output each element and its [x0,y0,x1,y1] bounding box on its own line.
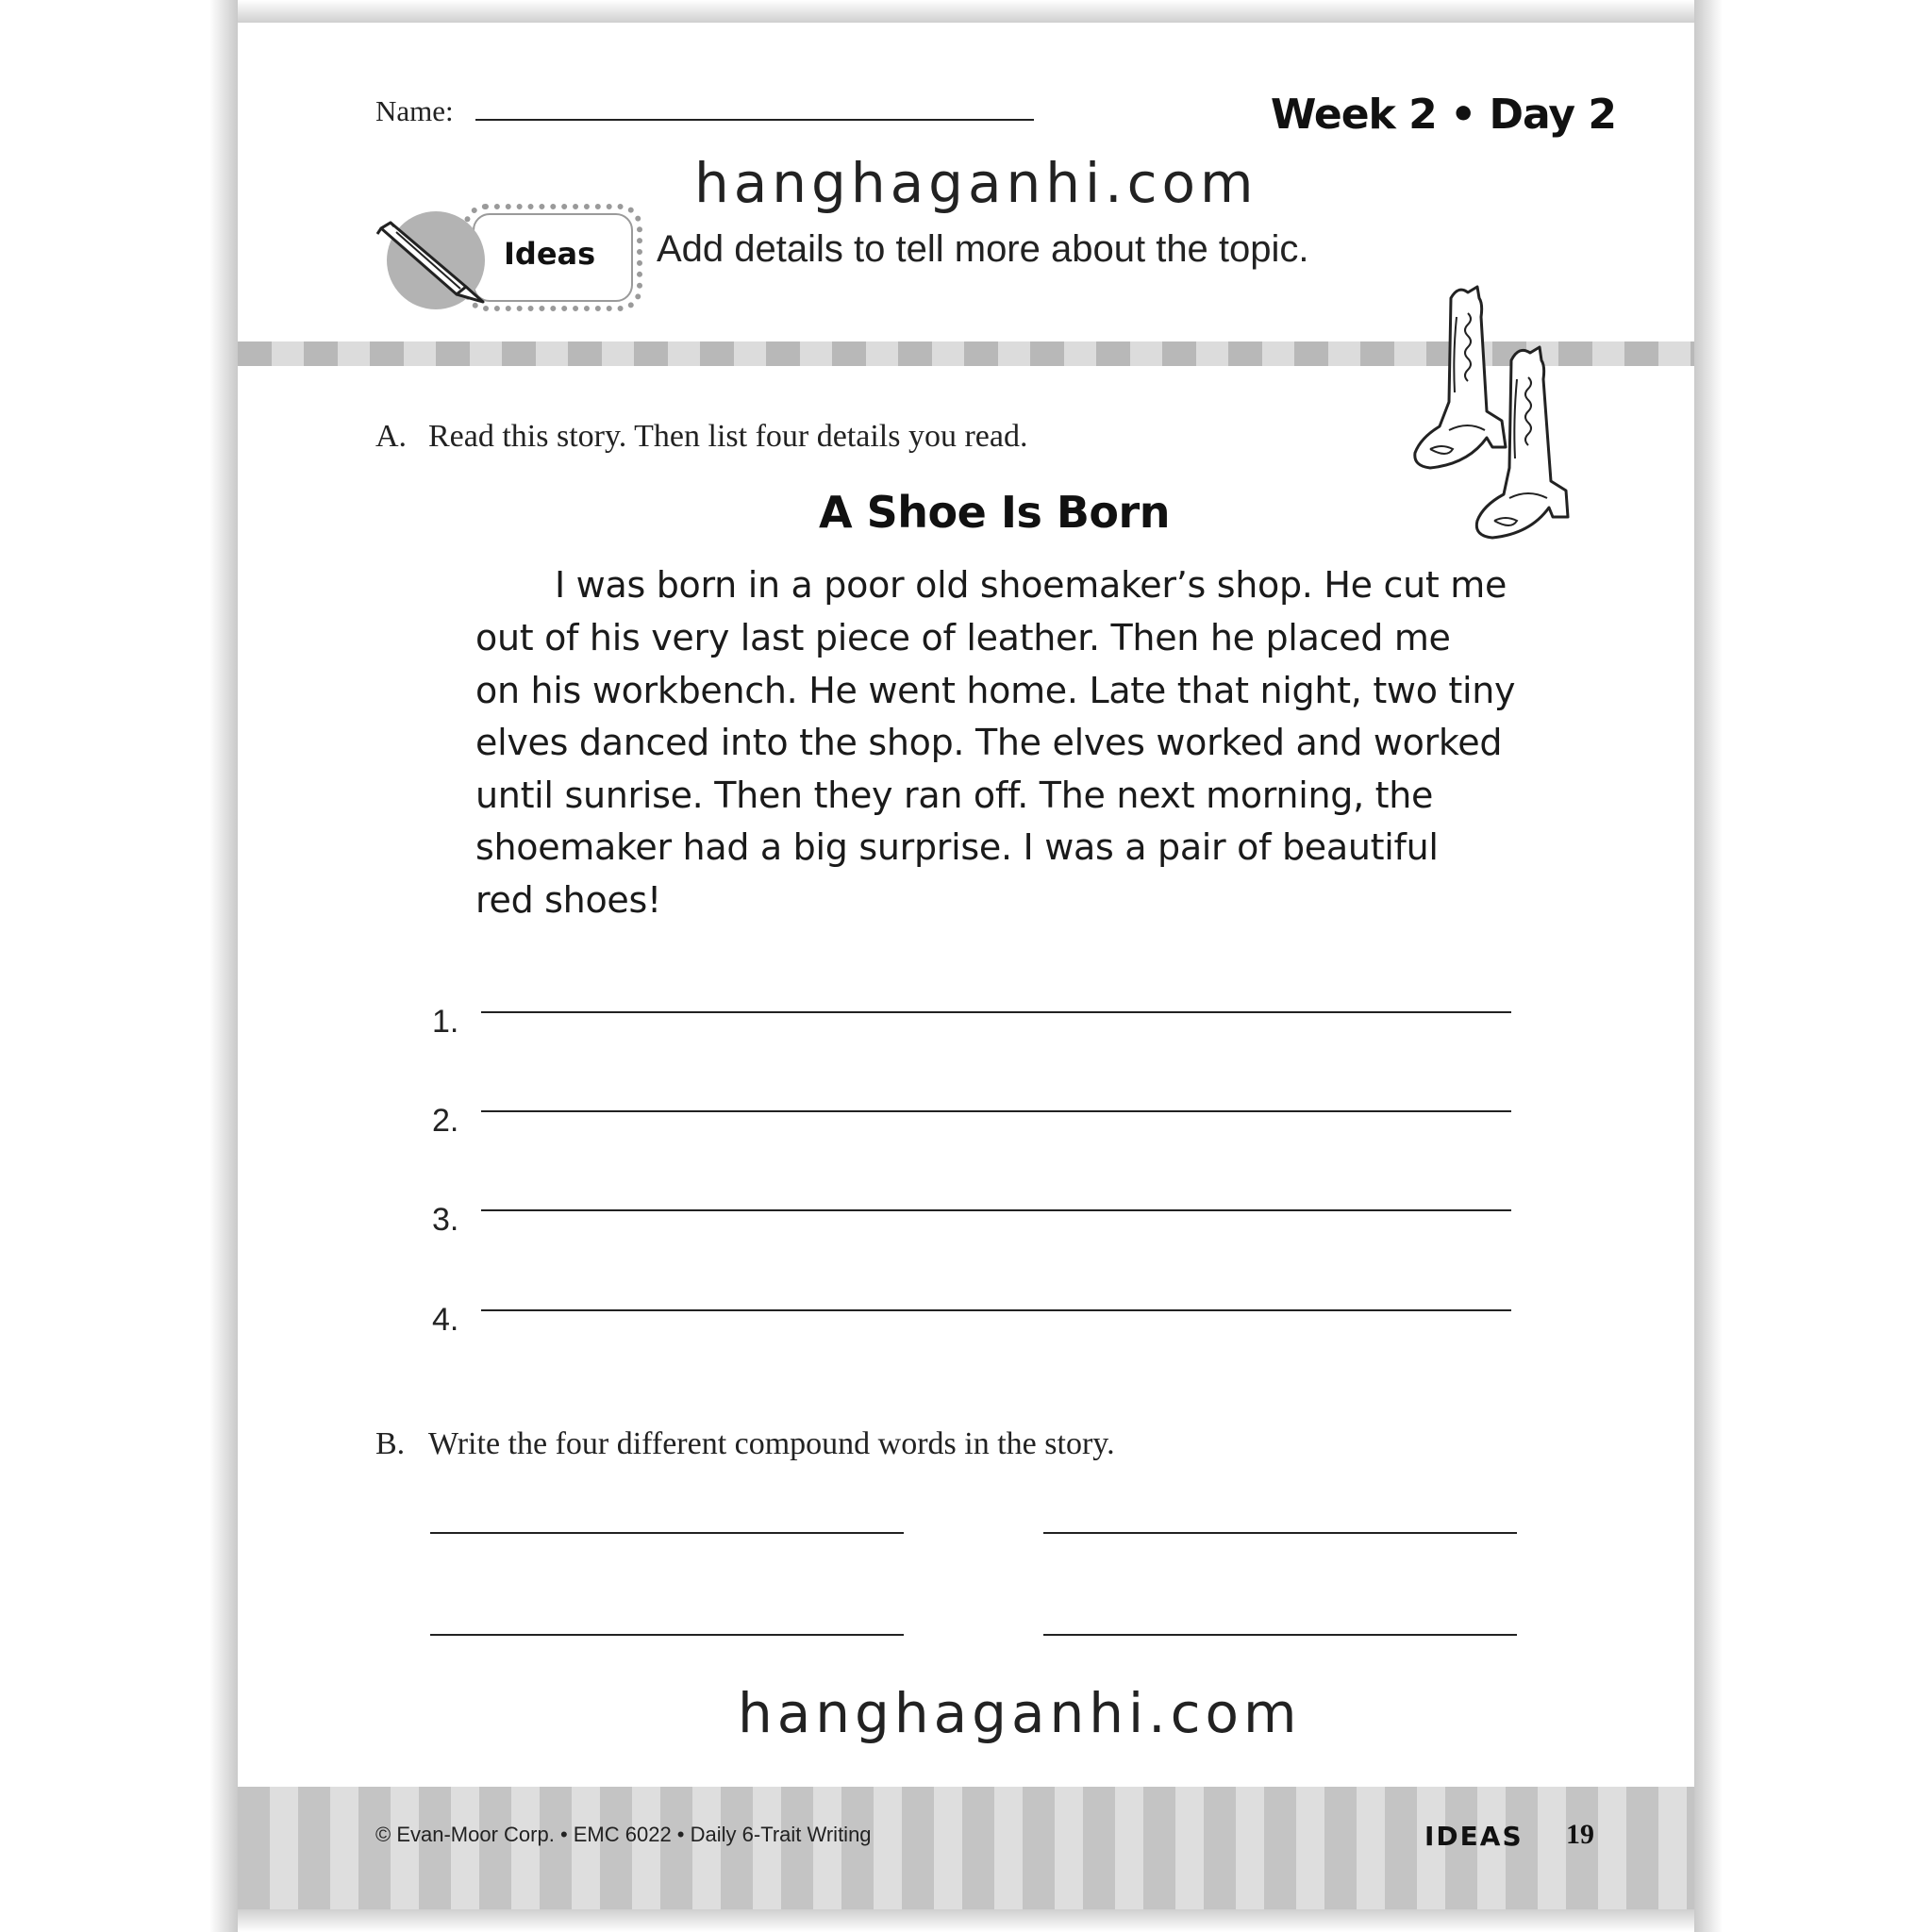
watermark-bottom: hanghaganhi.com [738,1681,1302,1745]
story-line: shoemaker had a big surprise. I was a pair of beautiful [475,826,1439,868]
compound-word-line-3[interactable] [430,1634,904,1636]
footer-trait: IDEAS [1424,1821,1524,1852]
story-line: elves danced into the shop. The elves worked and worked [475,722,1503,763]
question-b [375,1426,1115,1462]
story-line: red shoes! [475,879,661,921]
ideas-label: Ideas [504,236,596,272]
watermark-top: hanghaganhi.com [694,151,1258,215]
answer-number-1: 1. [432,1004,459,1040]
answer-line-1[interactable] [481,1011,1511,1013]
compound-word-line-4[interactable] [1043,1634,1517,1636]
page-shadow-left [209,0,238,1932]
story-title: A Shoe Is Born [819,487,1170,538]
answer-line-3[interactable] [481,1209,1511,1211]
question-b-letter: B. [375,1426,406,1461]
name-field-line[interactable] [475,119,1034,121]
story-line: until sunrise. Then they ran off. The next morning, the [475,774,1434,816]
question-a [375,419,1028,455]
answer-number-3: 3. [432,1202,459,1238]
question-a-letter: A. [375,419,408,454]
answer-line-4[interactable] [481,1309,1511,1311]
page-shadow-right [1694,0,1723,1932]
question-b-prompt: Write the four different compound words in the story. [428,1426,1115,1461]
question-a-prompt: Read this story. Then list four details you read. [428,419,1028,454]
page-shadow-top [209,0,1723,23]
page-shadow-bottom [209,1909,1723,1932]
compound-word-line-2[interactable] [1043,1532,1517,1534]
story-line: out of his very last piece of leather. Then he placed me [475,617,1451,658]
pencil-icon [375,221,489,306]
compound-word-line-1[interactable] [430,1532,904,1534]
name-label: Name: [375,94,454,127]
page-number: 19 [1566,1819,1594,1850]
worksheet-page [238,23,1694,1909]
trait-instruction: Add details to tell more about the topic. [657,228,1309,270]
footer-copyright: © Evan-Moor Corp. • EMC 6022 • Daily 6-Trait Writing [375,1823,872,1846]
week-day-heading: Week 2 • Day 2 [1270,91,1616,139]
answer-line-2[interactable] [481,1110,1511,1112]
answer-number-4: 4. [432,1302,459,1338]
story-line: on his workbench. He went home. Late that night, two tiny [475,670,1516,711]
story-line: I was born in a poor old shoemaker’s shop. He cut me [555,564,1507,606]
answer-number-2: 2. [432,1103,459,1139]
